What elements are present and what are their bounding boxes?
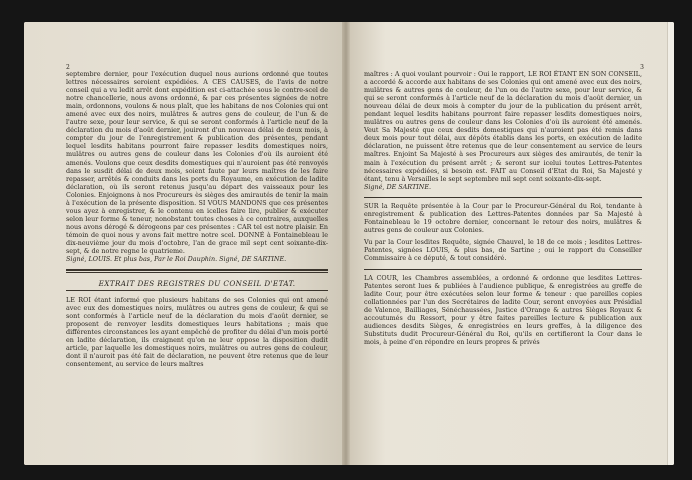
signature-line: Signé, DE SARTINE. xyxy=(364,182,432,191)
letters-patent-text: septembre dernier, pour l'exécution duquel nous aurions ordonné que toutes lettres nécessaires seroient expédiées. A CES CAUSES, de l'avis de notre conseil qui a vu ledit arrêt dont expédition est ci-attachée sous le contre-scel de notre chancellerie, nous avons ordonné, & par ces présentes signées de notre main, ordonnons, voulons & nous plaît, que les habitans de nos Colonies qui ont amené avec eux des noirs, mulâtres & autres gens de couleur, de l'un & de l'autre sexe, pour leur service, & qui se seront conformés à l'article neuf de la déclaration du mois d'août dernier, jouiront d'un nouveau délai de deux mois, à compter du jour de l'enregistrement & publication des présentes, pendant lequel lesdits habitans pourront faire repasser lesdits domestiques noirs, mulâtres ou autres gens de couleur dans les Colonies d'où ils auroient été amenés. Voulons que ceux desdits domestiques qui n'auroient pas été renvoyés dans le susdit délai de deux mois, soient faute par leurs maîtres de les faire repasser, arrêtés & conduits dans les ports du Royaume, en exécution de ladite déclaration, où ils seront retenus jusqu'au départ des vaisseaux pour les Colonies. Enjoignons à nos Procureurs ès sièges des amirautés de tenir la main à l'exécution de la présente disposition. SI VOUS MANDONS que ces présentes vous ayez à enregistrer, & le contenu en icelles faire lire, publier & exécuter selon leur forme & teneur, nonobstant toutes choses à ce contraires, auxquelles nous avons dérogé & dérogeons par ces présentes : CAR tel est notre plaisir. En témoin de quoi nous y avons fait mettre notre scel. DONNÉ à Fontainebleau le dix-neuvième jour du mois d'octobre, l'an de grace mil sept cent soixante-dix-sept, & de notre regne le quatrieme. xyxy=(66,70,328,256)
council-decree-text: LE ROI étant informé que plusieurs habitans de ses Colonies qui ont amené avec eux des domestiques noirs, mulâtres ou autres gens de couleur, & qui se sont conformés à l'article neuf de la déclaration du mois d'août dernier, se proposent de renvoyer lesdits domestiques leurs habitations ; mais que différentes circonstances les ayant empêché de profiter du délai d'un mois porté en ladite déclaration, ils craignent qu'on ne leur oppose la disposition dudit article, par laquelle les domestiques noirs, mulâtres ou autres gens de couleur, dont il n'auroit pas été fait de déclaration, ne peuvent être retenus que de leur consentement, au service de leurs maîtres xyxy=(66,295,328,369)
section-heading: EXTRAIT DES REGISTRES DU CONSEIL D'ETAT. xyxy=(98,278,296,288)
book-gutter xyxy=(342,22,350,465)
right-page xyxy=(346,22,674,465)
left-page xyxy=(24,22,346,465)
request-paragraph: SUR la Requête présentée à la Cour par le Procureur-Général du Roi, tendante à enregistrement & publication des Lettres-Patentes données par Sa Majesté à Fontainebleau le 19 octobre dernier, concernant le retour des noirs, mulâtres & autres gens de couleur aux Colonies. xyxy=(364,202,642,235)
book-spread xyxy=(24,22,674,465)
divider xyxy=(66,290,328,291)
page-edge xyxy=(667,22,674,465)
right-column xyxy=(364,70,642,346)
court-order-paragraph: LA COUR, les Chambres assemblées, a ordonné & ordonne que lesdites Lettres-Patentes seront lues & publiées à l'audience publique, & enregistrées au greffe de ladite Cour, pour être exécutées selon leur forme & teneur : que pareilles copies collationnées par l'un des Secrétaires de ladite Cour, seront envoyées aux Présidial de Valence, Bailliages, Sénéchaussées, Justice d'Orange & autres Sièges Royaux & accoutumés du Ressort, pour y être faites pareilles lecture & publication aux audiences desdits Sièges, & enregistrées en leurs greffes, à la diligence des Substituts dudit Procureur-Général du Roi, qu'ils en certifieront la Cour dans le mois, à peine d'en répondre en leurs propres & privés xyxy=(364,274,642,347)
left-column xyxy=(66,70,328,368)
divider xyxy=(66,269,328,271)
page-number: 2 xyxy=(66,64,70,71)
page-number: 3 xyxy=(640,64,644,71)
divider xyxy=(364,197,642,199)
signature-line: Signé, LOUIS. Et plus bas, Par le Roi Dauphin. Signé, DE SARTINE. xyxy=(66,255,287,264)
council-decree-continued: maîtres : A quoi voulant pourvoir : Oui le rapport, LE ROI ÉTANT EN SON CONSEIL, a accordé & accorde aux habitans de ses Colonies qui ont amené avec eux des noirs, mulâtres & autres gens de couleur, de l'un ou de l'autre sexe, pour leur service, & qui se seront conformés à l'article neuf de la déclaration du mois d'août dernier, un nouveau délai de deux mois à compter du jour de la publication du présent arrêt, pendant lequel lesdits habitans pourront faire repasser lesdits domestiques noirs, mulâtres ou autres gens de couleur dans les Colonies d'où ils auroient été amenés. Veut Sa Majesté que ceux desdits domestiques qui n'auroient pas été remis dans deux mois pour tout délai, aux dépôts établis dans les ports, en exécution de ladite déclaration, ne puissent être retenus que de leur consentement au service de leurs maîtres. Enjoint Sa Majesté à ses Procureurs aux sièges des amirautés, de tenir la main à l'exécution du présent arrêt ; & seront sur icelui toutes Lettres-Patentes nécessaires expédiées, si besoin est. FAIT au Conseil d'Etat du Roi, Sa Majesté y étant, tenu à Versailles le sept septembre mil sept cent soixante-dix-sept. xyxy=(364,70,642,183)
review-paragraph: Vu par la Cour lesdites Requête, signée Chauvel, le 18 de ce mois ; lesdites Lettres-Patentes, signées LOUIS, & plus bas, de Sartine ; oui le rapport du Conseiller Commissaire à ce député, & tout considéré. xyxy=(364,238,642,263)
divider xyxy=(364,269,642,271)
divider xyxy=(66,272,328,273)
